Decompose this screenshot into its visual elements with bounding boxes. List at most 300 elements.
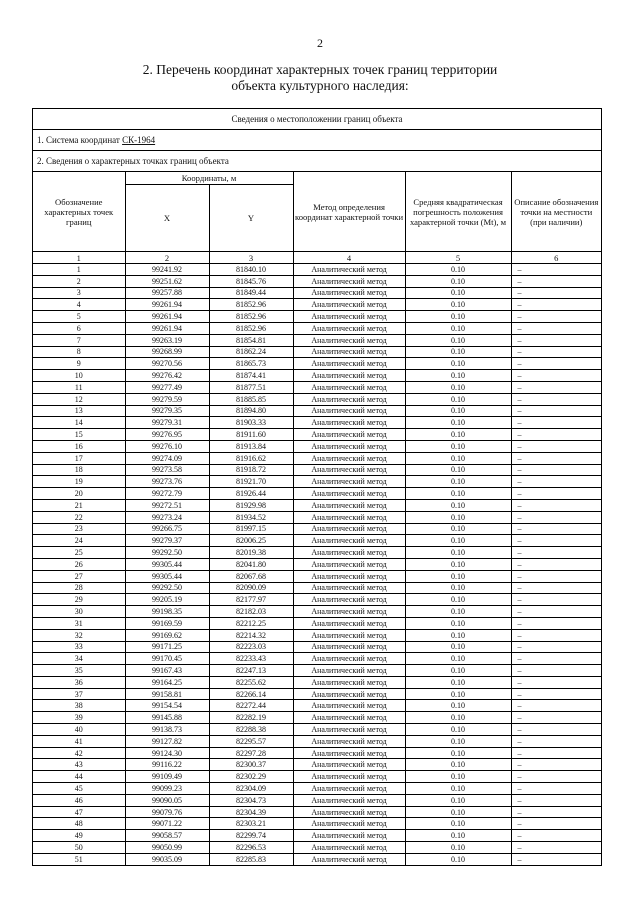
method-cell: Аналитический метод — [293, 464, 405, 476]
point-number-cell: 44 — [33, 771, 125, 783]
error-cell: 0.10 — [405, 641, 511, 653]
description-cell: – — [511, 783, 601, 795]
header-description: Описание обозначения точки на местности (при наличии) — [511, 172, 601, 252]
table-row — [33, 724, 601, 736]
x-coordinate-cell: 99305.44 — [125, 570, 209, 582]
table-row — [33, 794, 601, 806]
error-cell: 0.10 — [405, 688, 511, 700]
table-row — [33, 676, 601, 688]
error-cell: 0.10 — [405, 535, 511, 547]
point-number-cell: 39 — [33, 712, 125, 724]
table-row — [33, 594, 601, 606]
table-row — [33, 511, 601, 523]
error-cell: 0.10 — [405, 311, 511, 323]
table-row — [33, 783, 601, 795]
description-cell: – — [511, 511, 601, 523]
coordinates-table-body — [33, 264, 601, 865]
y-coordinate-cell: 82285.83 — [209, 853, 293, 864]
x-coordinate-cell: 99116.22 — [125, 759, 209, 771]
y-coordinate-cell: 82288.38 — [209, 724, 293, 736]
table-row — [33, 853, 601, 864]
table-row — [33, 476, 601, 488]
point-number-cell: 32 — [33, 629, 125, 641]
description-cell: – — [511, 794, 601, 806]
description-cell: – — [511, 488, 601, 500]
description-cell: – — [511, 688, 601, 700]
method-cell: Аналитический метод — [293, 712, 405, 724]
point-number-cell: 34 — [33, 653, 125, 665]
x-coordinate-cell: 99273.24 — [125, 511, 209, 523]
description-cell: – — [511, 653, 601, 665]
description-cell: – — [511, 806, 601, 818]
y-coordinate-cell: 81885.85 — [209, 393, 293, 405]
column-number: 3 — [209, 252, 293, 264]
table-row — [33, 641, 601, 653]
y-coordinate-cell: 82302.29 — [209, 771, 293, 783]
point-number-cell: 41 — [33, 735, 125, 747]
header-point-designation: Обозначение характерных точек границ — [33, 172, 125, 252]
point-number-cell: 40 — [33, 724, 125, 736]
x-coordinate-cell: 99205.19 — [125, 594, 209, 606]
table-row — [33, 570, 601, 582]
y-coordinate-cell: 82090.09 — [209, 582, 293, 594]
x-coordinate-cell: 99305.44 — [125, 558, 209, 570]
y-coordinate-cell: 82272.44 — [209, 700, 293, 712]
error-cell: 0.10 — [405, 676, 511, 688]
x-coordinate-cell: 99158.81 — [125, 688, 209, 700]
point-number-cell: 19 — [33, 476, 125, 488]
x-coordinate-cell: 99274.09 — [125, 452, 209, 464]
point-number-cell: 42 — [33, 747, 125, 759]
table-row — [33, 322, 601, 334]
description-cell: – — [511, 452, 601, 464]
description-cell: – — [511, 476, 601, 488]
method-cell: Аналитический метод — [293, 558, 405, 570]
point-number-cell: 45 — [33, 783, 125, 795]
method-cell: Аналитический метод — [293, 452, 405, 464]
description-cell: – — [511, 759, 601, 771]
table-row — [33, 464, 601, 476]
method-cell: Аналитический метод — [293, 735, 405, 747]
method-cell: Аналитический метод — [293, 818, 405, 830]
method-cell: Аналитический метод — [293, 535, 405, 547]
point-number-cell: 17 — [33, 452, 125, 464]
method-cell: Аналитический метод — [293, 771, 405, 783]
y-coordinate-cell: 82304.09 — [209, 783, 293, 795]
y-coordinate-cell: 82223.03 — [209, 641, 293, 653]
y-coordinate-cell: 81913.84 — [209, 440, 293, 452]
column-number: 4 — [293, 252, 405, 264]
table-row — [33, 346, 601, 358]
x-coordinate-cell: 99170.45 — [125, 653, 209, 665]
y-coordinate-cell: 81852.96 — [209, 322, 293, 334]
table-row — [33, 653, 601, 665]
error-cell: 0.10 — [405, 405, 511, 417]
description-cell: – — [511, 676, 601, 688]
point-number-cell: 27 — [33, 570, 125, 582]
method-cell: Аналитический метод — [293, 830, 405, 842]
header-error: Средняя квадратическая погрешность положения характерной точки (Mt), м — [405, 172, 511, 252]
point-number-cell: 11 — [33, 381, 125, 393]
x-coordinate-cell: 99124.30 — [125, 747, 209, 759]
table-row — [33, 759, 601, 771]
error-cell: 0.10 — [405, 346, 511, 358]
error-cell: 0.10 — [405, 464, 511, 476]
error-cell: 0.10 — [405, 665, 511, 677]
point-number-cell: 3 — [33, 287, 125, 299]
error-cell: 0.10 — [405, 558, 511, 570]
x-coordinate-cell: 99276.42 — [125, 370, 209, 382]
section-2-title: 2. Сведения о характерных точках границ объекта — [33, 151, 601, 172]
error-cell: 0.10 — [405, 712, 511, 724]
y-coordinate-cell: 81934.52 — [209, 511, 293, 523]
description-cell: – — [511, 606, 601, 618]
page-number: 2 — [317, 36, 323, 50]
table-row — [33, 440, 601, 452]
x-coordinate-cell: 99090.05 — [125, 794, 209, 806]
table-row — [33, 393, 601, 405]
error-cell: 0.10 — [405, 617, 511, 629]
error-cell: 0.10 — [405, 629, 511, 641]
error-cell: 0.10 — [405, 759, 511, 771]
y-coordinate-cell: 81921.70 — [209, 476, 293, 488]
coordinate-system-label: 1. Система координат — [37, 135, 123, 145]
x-coordinate-cell: 99257.88 — [125, 287, 209, 299]
method-cell: Аналитический метод — [293, 665, 405, 677]
point-number-cell: 29 — [33, 594, 125, 606]
table-row — [33, 771, 601, 783]
error-cell: 0.10 — [405, 287, 511, 299]
method-cell: Аналитический метод — [293, 783, 405, 795]
heading-line-1: 2. Перечень координат характерных точек границ территории — [142, 62, 498, 77]
table-row — [33, 535, 601, 547]
header-x: X — [125, 185, 209, 252]
point-number-cell: 5 — [33, 311, 125, 323]
method-cell: Аналитический метод — [293, 617, 405, 629]
page-heading — [60, 62, 580, 94]
x-coordinate-cell: 99279.31 — [125, 417, 209, 429]
error-cell: 0.10 — [405, 582, 511, 594]
method-cell: Аналитический метод — [293, 606, 405, 618]
y-coordinate-cell: 81916.62 — [209, 452, 293, 464]
error-cell: 0.10 — [405, 511, 511, 523]
error-cell: 0.10 — [405, 735, 511, 747]
method-cell: Аналитический метод — [293, 653, 405, 665]
point-number-cell: 51 — [33, 853, 125, 864]
description-cell: – — [511, 322, 601, 334]
description-cell: – — [511, 570, 601, 582]
y-coordinate-cell: 81918.72 — [209, 464, 293, 476]
point-number-cell: 9 — [33, 358, 125, 370]
point-number-cell: 16 — [33, 440, 125, 452]
x-coordinate-cell: 99261.94 — [125, 299, 209, 311]
y-coordinate-cell: 82212.25 — [209, 617, 293, 629]
y-coordinate-cell: 81929.98 — [209, 499, 293, 511]
x-coordinate-cell: 99251.62 — [125, 275, 209, 287]
table-row — [33, 818, 601, 830]
point-number-cell: 30 — [33, 606, 125, 618]
header-method: Метод определения координат характерной точки — [293, 172, 405, 252]
x-coordinate-cell: 99241.92 — [125, 264, 209, 276]
method-cell: Аналитический метод — [293, 724, 405, 736]
description-cell: – — [511, 346, 601, 358]
y-coordinate-cell: 81852.96 — [209, 311, 293, 323]
y-coordinate-cell: 82266.14 — [209, 688, 293, 700]
description-cell: – — [511, 818, 601, 830]
x-coordinate-cell: 99279.37 — [125, 535, 209, 547]
x-coordinate-cell: 99099.23 — [125, 783, 209, 795]
x-coordinate-cell: 99109.49 — [125, 771, 209, 783]
x-coordinate-cell: 99079.76 — [125, 806, 209, 818]
error-cell: 0.10 — [405, 429, 511, 441]
error-cell: 0.10 — [405, 606, 511, 618]
error-cell: 0.10 — [405, 653, 511, 665]
error-cell: 0.10 — [405, 264, 511, 276]
error-cell: 0.10 — [405, 842, 511, 854]
error-cell: 0.10 — [405, 381, 511, 393]
x-coordinate-cell: 99050.99 — [125, 842, 209, 854]
description-cell: – — [511, 547, 601, 559]
coordinate-system-name: СК-1964 — [122, 135, 156, 145]
description-cell: – — [511, 535, 601, 547]
method-cell: Аналитический метод — [293, 311, 405, 323]
table-row — [33, 299, 601, 311]
method-cell: Аналитический метод — [293, 547, 405, 559]
error-cell: 0.10 — [405, 570, 511, 582]
header-coordinates: Координаты, м — [125, 172, 293, 185]
method-cell: Аналитический метод — [293, 488, 405, 500]
y-coordinate-cell: 82304.39 — [209, 806, 293, 818]
point-number-cell: 43 — [33, 759, 125, 771]
point-number-cell: 35 — [33, 665, 125, 677]
x-coordinate-cell: 99169.59 — [125, 617, 209, 629]
point-number-cell: 4 — [33, 299, 125, 311]
method-cell: Аналитический метод — [293, 676, 405, 688]
method-cell: Аналитический метод — [293, 806, 405, 818]
y-coordinate-cell: 81874.41 — [209, 370, 293, 382]
y-coordinate-cell: 82247.13 — [209, 665, 293, 677]
x-coordinate-cell: 99270.56 — [125, 358, 209, 370]
x-coordinate-cell: 99261.94 — [125, 322, 209, 334]
point-number-cell: 28 — [33, 582, 125, 594]
table-row — [33, 429, 601, 441]
description-cell: – — [511, 629, 601, 641]
description-cell: – — [511, 747, 601, 759]
x-coordinate-cell: 99198.35 — [125, 606, 209, 618]
table-row — [33, 700, 601, 712]
error-cell: 0.10 — [405, 488, 511, 500]
method-cell: Аналитический метод — [293, 346, 405, 358]
y-coordinate-cell: 82214.32 — [209, 629, 293, 641]
x-coordinate-cell: 99035.09 — [125, 853, 209, 864]
x-coordinate-cell: 99058.57 — [125, 830, 209, 842]
description-cell: – — [511, 641, 601, 653]
y-coordinate-cell: 81903.33 — [209, 417, 293, 429]
column-number: 5 — [405, 252, 511, 264]
x-coordinate-cell: 99277.49 — [125, 381, 209, 393]
y-coordinate-cell: 82233.43 — [209, 653, 293, 665]
error-cell: 0.10 — [405, 806, 511, 818]
table-row — [33, 582, 601, 594]
description-cell: – — [511, 594, 601, 606]
table-row — [33, 558, 601, 570]
column-number: 1 — [33, 252, 125, 264]
description-cell: – — [511, 264, 601, 276]
y-coordinate-cell: 82295.57 — [209, 735, 293, 747]
point-number-cell: 26 — [33, 558, 125, 570]
error-cell: 0.10 — [405, 322, 511, 334]
table-row — [33, 830, 601, 842]
method-cell: Аналитический метод — [293, 393, 405, 405]
coordinate-system-row — [33, 130, 601, 151]
description-cell: – — [511, 334, 601, 346]
error-cell: 0.10 — [405, 358, 511, 370]
description-cell: – — [511, 499, 601, 511]
error-cell: 0.10 — [405, 853, 511, 864]
y-coordinate-cell: 81852.96 — [209, 299, 293, 311]
description-cell: – — [511, 523, 601, 535]
x-coordinate-cell: 99127.82 — [125, 735, 209, 747]
x-coordinate-cell: 99276.95 — [125, 429, 209, 441]
method-cell: Аналитический метод — [293, 570, 405, 582]
description-cell: – — [511, 712, 601, 724]
description-cell: – — [511, 842, 601, 854]
table-row — [33, 842, 601, 854]
description-cell: – — [511, 853, 601, 864]
description-cell: – — [511, 311, 601, 323]
table-row — [33, 370, 601, 382]
point-number-cell: 10 — [33, 370, 125, 382]
method-cell: Аналитический метод — [293, 794, 405, 806]
x-coordinate-cell: 99272.51 — [125, 499, 209, 511]
y-coordinate-cell: 82300.37 — [209, 759, 293, 771]
method-cell: Аналитический метод — [293, 688, 405, 700]
description-cell: – — [511, 287, 601, 299]
method-cell: Аналитический метод — [293, 287, 405, 299]
error-cell: 0.10 — [405, 771, 511, 783]
point-number-cell: 46 — [33, 794, 125, 806]
description-cell: – — [511, 275, 601, 287]
error-cell: 0.10 — [405, 299, 511, 311]
x-coordinate-cell: 99145.88 — [125, 712, 209, 724]
method-cell: Аналитический метод — [293, 358, 405, 370]
table-row — [33, 688, 601, 700]
y-coordinate-cell: 82296.53 — [209, 842, 293, 854]
y-coordinate-cell: 82297.28 — [209, 747, 293, 759]
y-coordinate-cell: 82067.68 — [209, 570, 293, 582]
x-coordinate-cell: 99292.50 — [125, 582, 209, 594]
y-coordinate-cell: 82303.21 — [209, 818, 293, 830]
method-cell: Аналитический метод — [293, 417, 405, 429]
column-number-row — [33, 252, 601, 264]
error-cell: 0.10 — [405, 393, 511, 405]
table-row — [33, 665, 601, 677]
table-row — [33, 452, 601, 464]
x-coordinate-cell: 99279.59 — [125, 393, 209, 405]
table-row — [33, 617, 601, 629]
error-cell: 0.10 — [405, 700, 511, 712]
description-cell: – — [511, 381, 601, 393]
point-number-cell: 22 — [33, 511, 125, 523]
method-cell: Аналитический метод — [293, 275, 405, 287]
point-number-cell: 37 — [33, 688, 125, 700]
x-coordinate-cell: 99272.79 — [125, 488, 209, 500]
y-coordinate-cell: 82304.73 — [209, 794, 293, 806]
method-cell: Аналитический метод — [293, 334, 405, 346]
y-coordinate-cell: 81997.15 — [209, 523, 293, 535]
x-coordinate-cell: 99164.25 — [125, 676, 209, 688]
method-cell: Аналитический метод — [293, 322, 405, 334]
description-cell: – — [511, 700, 601, 712]
description-cell: – — [511, 299, 601, 311]
x-coordinate-cell: 99268.99 — [125, 346, 209, 358]
method-cell: Аналитический метод — [293, 747, 405, 759]
method-cell: Аналитический метод — [293, 429, 405, 441]
x-coordinate-cell: 99279.35 — [125, 405, 209, 417]
y-coordinate-cell: 82182.03 — [209, 606, 293, 618]
method-cell: Аналитический метод — [293, 629, 405, 641]
point-number-cell: 8 — [33, 346, 125, 358]
point-number-cell: 23 — [33, 523, 125, 535]
description-cell: – — [511, 370, 601, 382]
x-coordinate-cell: 99154.54 — [125, 700, 209, 712]
table-row — [33, 381, 601, 393]
description-cell: – — [511, 393, 601, 405]
error-cell: 0.10 — [405, 830, 511, 842]
y-coordinate-cell: 81845.76 — [209, 275, 293, 287]
description-cell: – — [511, 617, 601, 629]
x-coordinate-cell: 99167.43 — [125, 665, 209, 677]
y-coordinate-cell: 81840.10 — [209, 264, 293, 276]
error-cell: 0.10 — [405, 334, 511, 346]
error-cell: 0.10 — [405, 476, 511, 488]
point-number-cell: 6 — [33, 322, 125, 334]
error-cell: 0.10 — [405, 747, 511, 759]
method-cell: Аналитический метод — [293, 381, 405, 393]
error-cell: 0.10 — [405, 818, 511, 830]
error-cell: 0.10 — [405, 783, 511, 795]
table-row — [33, 747, 601, 759]
boundary-info-table — [32, 108, 602, 866]
method-cell: Аналитический метод — [293, 582, 405, 594]
point-number-cell: 31 — [33, 617, 125, 629]
header-y: Y — [209, 185, 293, 252]
table-row — [33, 311, 601, 323]
error-cell: 0.10 — [405, 275, 511, 287]
column-number: 2 — [125, 252, 209, 264]
table-row — [33, 334, 601, 346]
table-row — [33, 712, 601, 724]
point-number-cell: 18 — [33, 464, 125, 476]
point-number-cell: 33 — [33, 641, 125, 653]
method-cell: Аналитический метод — [293, 511, 405, 523]
y-coordinate-cell: 81926.44 — [209, 488, 293, 500]
error-cell: 0.10 — [405, 499, 511, 511]
description-cell: – — [511, 665, 601, 677]
method-cell: Аналитический метод — [293, 523, 405, 535]
error-cell: 0.10 — [405, 370, 511, 382]
table-row — [33, 629, 601, 641]
x-coordinate-cell: 99292.50 — [125, 547, 209, 559]
error-cell: 0.10 — [405, 724, 511, 736]
description-cell: – — [511, 405, 601, 417]
table-row — [33, 806, 601, 818]
point-number-cell: 14 — [33, 417, 125, 429]
table-title: Сведения о местоположении границ объекта — [33, 109, 601, 130]
description-cell: – — [511, 582, 601, 594]
point-number-cell: 21 — [33, 499, 125, 511]
x-coordinate-cell: 99266.75 — [125, 523, 209, 535]
